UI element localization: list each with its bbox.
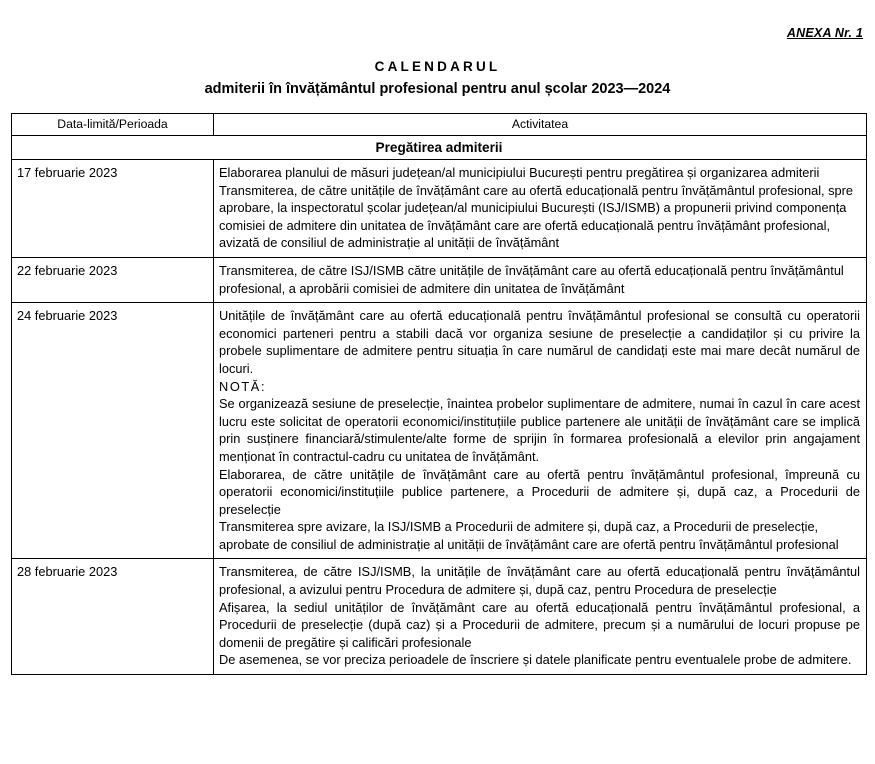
document-subtitle: admiterii în învățământul profesional pentru anul școlar 2023—2024 — [204, 81, 671, 97]
activity-paragraph: Transmiterea, de către ISJ/ISMB către unitățile de învățământ care au ofertă educațională pentru învățământul profesional, a aprobării comisiei de admitere din unitatea de învățământ — [219, 262, 844, 296]
table-row — [12, 160, 867, 258]
row-date: 22 februarie 2023 — [12, 257, 214, 302]
row-date: 17 februarie 2023 — [12, 160, 214, 258]
row-activity — [214, 559, 867, 675]
section-heading-row — [12, 136, 867, 160]
activity-paragraph: Elaborarea planului de măsuri județean/al municipiului București pentru pregătirea și organizarea admiterii — [219, 165, 820, 180]
table-row — [12, 303, 867, 559]
annex-label: ANEXA Nr. 1 — [786, 26, 863, 40]
activity-paragraph: Transmiterea, de către ISJ/ISMB, la unitățile de învățământ care au ofertă educațională pentru învățământul profesional, a avizului pentru Procedura de admitere și, după caz, pentru Procedura de preselecție — [219, 564, 860, 598]
column-header-date: Data-limită/Perioada — [12, 114, 214, 136]
column-header-activity: Activitatea — [214, 114, 867, 136]
activity-note-label: NOTĂ: — [219, 378, 267, 394]
table-row — [12, 257, 867, 302]
row-activity — [214, 303, 867, 559]
row-activity — [214, 257, 867, 302]
activity-paragraph: Se organizează sesiune de preselecție, înaintea probelor suplimentare de admitere, numai în cazul în care acest lucru este solicitat de operatorii economici/instituțiile publice partenere ale unității de învățământ care se implică prin susținere financiară/stimulente/alte forme de sprijin în formarea profesională a elevilor prin angajament menționat în contractul-cadru cu unitatea de învățământ. — [219, 396, 860, 464]
row-date: 28 februarie 2023 — [12, 559, 214, 675]
table-header — [12, 114, 867, 136]
row-date: 24 februarie 2023 — [12, 303, 214, 559]
table-body — [12, 136, 867, 675]
activity-paragraph: Elaborarea, de către unitățile de învățământ care au ofertă pentru învățământul profesional, împreună cu operatorii economici/instituțiile publice partenere, a Procedurii de admitere și, după caz, a Procedurii de preselecție — [219, 466, 860, 517]
document-title: CALENDARUL — [374, 59, 501, 74]
title-block — [0, 58, 875, 99]
activity-paragraph: Afișarea, la sediul unităților de învățământ care au ofertă educațională pentru învățământul profesional, a Procedurii de preselecție (după caz) și a Procedurii de admitere, precum și a numărului de locuri propuse pe domenii de pregătire și calificări profesionale — [219, 599, 860, 650]
section-heading-label: Pregătirea admiterii — [12, 136, 867, 160]
activity-paragraph: Unitățile de învățământ care au ofertă educațională pentru învățământul profesional se consultă cu operatorii economici parteneri pentru a stabili dacă vor organiza sesiune de preselecție a candidaților și cu privire la probele suplimentare de admitere pentru situația în care numărul de candidați este mai mare decât numărul de locuri. — [219, 308, 860, 376]
activity-paragraph: De asemenea, se vor preciza perioadele de înscriere și datele planificate pentru eventualele probe de admitere. — [219, 652, 852, 668]
activity-paragraph: Transmiterea, de către unitățile de învățământ care au ofertă educațională pentru învățământul profesional, spre aprobare, la inspectoratul școlar județean/al municipiului București (ISJ/ISMB) a propunerii privind componența comisiei de admitere din unitatea de învățământ care are ofertă educațională pentru învățământ profesional, avizată de consiliul de administrație al unității de învățământ — [219, 182, 854, 251]
table-header-row — [12, 114, 867, 136]
table-row — [12, 559, 867, 675]
row-activity — [214, 160, 867, 258]
calendar-table — [11, 113, 867, 675]
activity-paragraph: Transmiterea spre avizare, la ISJ/ISMB a Procedurii de admitere și, după caz, a Procedurii de preselecție, aprobate de consiliul de administrație al unității de învățământ care are ofertă pentru învățământul profesional — [219, 519, 839, 552]
